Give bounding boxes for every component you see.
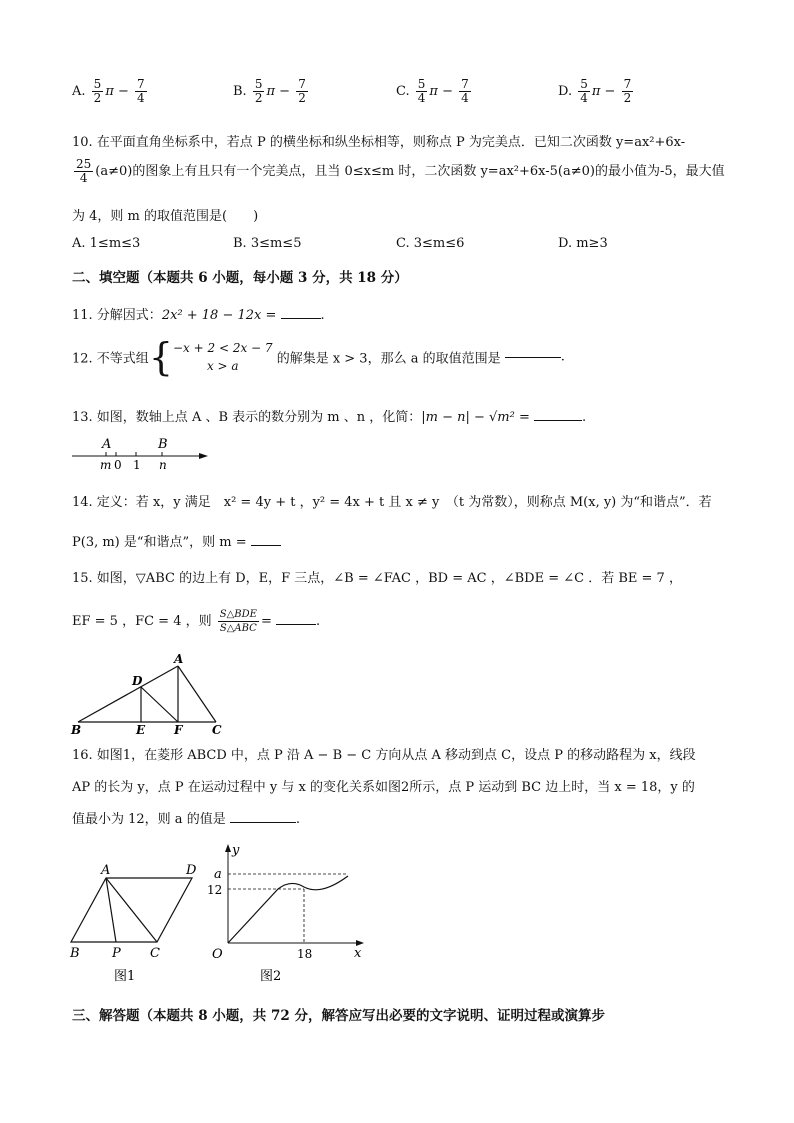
fraction: $\frac{5}{2}$ (93, 77, 102, 105)
point-b-label: B (158, 437, 168, 452)
answer-blank[interactable] (276, 624, 316, 625)
fraction: $\frac{5}{4}$ (417, 77, 426, 105)
section3-title: 三、解答题（本题共 8 小题，共 72 分，解答应写出必要的文字说明、证明过程或演算步 (72, 1008, 605, 1024)
fraction: $\frac{5}{4}$ (580, 77, 588, 105)
vertex-c: C (212, 723, 222, 737)
twelve-label: 12 (207, 883, 223, 897)
origin-label: O (212, 947, 223, 962)
answer-blank[interactable] (505, 357, 561, 358)
vertex-a: A (174, 652, 184, 666)
q14-line1: 14. 定义：若 x，y 满足 x² = 4y + t ，y² = 4x + t 且 x ≠ y （t 为常数），则称点 M(x, y) 为“和谐点”．若 (72, 495, 712, 510)
answer-blank[interactable] (251, 545, 281, 546)
q10-line2: $\frac{25}{4}$ (a≠0)的图象上有且只有一个完美点，且当 0≤x≤m 时，二次函数 y=ax²+6x-5(a≠0)的最小值为-5，最大值 (76, 157, 725, 185)
vertex-a: A (101, 863, 111, 878)
fraction: $\frac{7}{4}$ (461, 77, 469, 105)
eighteen-label: 18 (297, 947, 313, 961)
point-a-label: A (102, 437, 112, 452)
point-f: F (174, 723, 183, 737)
q13: 13. 如图，数轴上点 A 、B 表示的数分别为 m 、n ，化简：|m − n| − √m² = . (72, 410, 587, 425)
q10-line3: 为 4，则 m 的取值范围是( ) (72, 209, 259, 224)
q10-line1: 10. 在平面直角坐标系中，若点 P 的横坐标和纵坐标相等，则称点 P 为完美点．已知二次函数 y=ax²+6x- (72, 135, 686, 150)
figure2-caption: 图2 (260, 969, 282, 984)
fraction: $\frac{7}{2}$ (298, 77, 306, 105)
q16-line1: 16. 如图1，在菱形 ABCD 中，点 P 沿 A − B − C 方向从点 A 移动到点 C，设点 P 的移动路程为 x，线段 (72, 748, 696, 763)
q16-figure2-graph (206, 840, 376, 988)
figure1-caption: 图1 (114, 969, 136, 984)
section2-title: 二、填空题（本题共 6 小题，每小题 3 分，共 18 分） (72, 270, 408, 286)
inequality-system: −x + 2 < 2x − 7 x > a (173, 341, 273, 373)
q16-line2: AP 的长为 y，点 P 在运动过程中 y 与 x 的变化关系如图2所示，点 P 运动到 BC 边上时，当 x = 18，y 的 (72, 780, 695, 795)
q11: 11. 分解因式：2x² + 18 − 12x = . (72, 308, 325, 323)
point-d: D (132, 674, 143, 688)
q12: 12. 不等式组{ −x + 2 < 2x − 7 x > a 的解集是 x > 3，那么 a 的取值范围是 . (72, 335, 565, 379)
answer-blank[interactable] (534, 420, 582, 421)
fraction: $\frac{5}{2}$ (254, 77, 263, 105)
q15-triangle-figure (68, 652, 228, 738)
vertex-b: B (71, 723, 82, 737)
q14-line2: P(3, m) 是“和谐点”，则 m = (72, 531, 281, 550)
q9-option-a: A. $\frac{5}{2}$ π − $\frac{7}{4}$ (72, 77, 145, 105)
zero-label: 0 (114, 458, 122, 472)
vertex-d: D (186, 863, 197, 878)
q16-figure1-rhombus (68, 858, 208, 988)
m-label: m (100, 458, 112, 472)
q13-number-line (70, 434, 212, 472)
point-p: P (112, 946, 121, 961)
x-axis-label: x (354, 946, 362, 961)
vertex-b: B (70, 946, 80, 961)
fraction: $\frac{7}{4}$ (137, 77, 145, 105)
q15-line1: 15. 如图，▽ABC 的边上有 D，E，F 三点，∠B = ∠FAC ，BD = AC ，∠BDE = ∠C ．若 BE = 7 ， (72, 571, 682, 586)
answer-blank[interactable] (281, 318, 321, 319)
vertex-c: C (150, 946, 160, 961)
q16-line3: 值最小为 12，则 a 的值是 . (72, 812, 300, 827)
q15-line2: EF = 5 ，FC = 4 ，则 $\frac{\text{S△BDE}}{\text{S△ABC}}$ = . (72, 609, 321, 634)
area-ratio: $\frac{\text{S△BDE}}{\text{S△ABC}}$ (219, 609, 257, 634)
brace: { (148, 335, 173, 379)
q9-option-c: C. $\frac{5}{4}$ π − $\frac{7}{4}$ (396, 77, 469, 105)
q10-option-c: C. 3≤m≤6 (396, 236, 465, 251)
fraction: $\frac{25}{4}$ (76, 157, 92, 185)
answer-blank[interactable] (230, 822, 296, 823)
q9-option-b: B. $\frac{5}{2}$ π − $\frac{7}{2}$ (233, 77, 306, 105)
fraction: $\frac{7}{2}$ (623, 77, 632, 105)
q9-option-d: D. $\frac{5}{4}$ π − $\frac{7}{2}$ (558, 77, 632, 105)
q10-option-a: A. 1≤m≤3 (72, 236, 141, 251)
n-label: n (159, 458, 167, 472)
point-e: E (136, 723, 146, 737)
y-axis-label: y (232, 843, 240, 858)
a-label: a (214, 867, 222, 882)
q10-option-b: B. 3≤m≤5 (233, 236, 302, 251)
one-label: 1 (133, 458, 141, 472)
q10-option-d: D. m≥3 (558, 236, 608, 251)
